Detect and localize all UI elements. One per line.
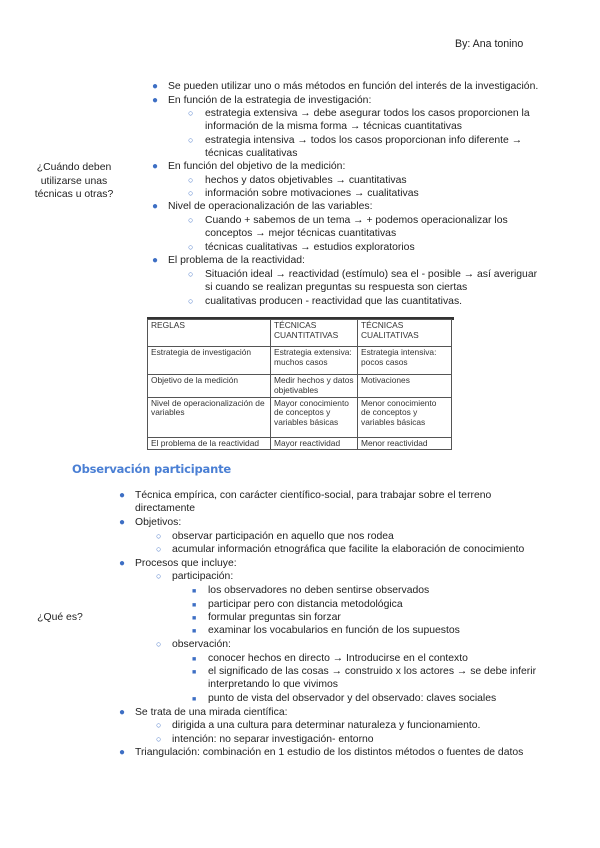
list-item [192,652,468,665]
list-item-text: información sobre motivaciones → cualitativas [205,188,419,199]
bullet-circle-icon: ○ [188,188,194,198]
bullet-circle-icon: ○ [156,639,162,649]
list-item [188,174,407,187]
bullet-square-icon: ■ [192,656,197,663]
list-item [188,107,530,120]
table-cell: Estrategia intensiva: pocos casos [358,347,452,375]
list-item-text: Objetivos: [135,517,182,528]
list-item-text: participación: [172,571,234,582]
list-item-continuation: información de la misma forma → técnicas cuantitativas [205,121,462,132]
list-item [152,160,345,173]
bullet-dot-icon: ● [119,490,126,501]
bullet-dot-icon: ● [119,517,126,528]
list-item [192,598,403,611]
table-row [148,375,452,398]
list-item [192,611,341,624]
bullet-dot-icon: ● [152,255,159,266]
list-item [156,719,480,732]
bullet-circle-icon: ○ [156,571,162,581]
bullet-square-icon: ■ [192,588,197,595]
table-cell: Mayor reactividad [271,437,358,450]
table-row [148,347,452,375]
list-item [119,516,181,529]
list-item-text: Se trata de una mirada científica: [135,707,288,718]
list-item-continuation: técnicas cualitativas [205,148,298,159]
list-item [152,200,372,213]
list-item-text: estrategia extensiva → debe asegurar todos los casos proporcionen la [205,108,530,119]
table-cell: Mayor conocimiento de conceptos y variables básicas [271,397,358,437]
list-item-continuation: interpretando lo que vivimos [208,679,338,690]
list-item [152,254,305,267]
list-item-text: punto de vista del observador y del observado: claves sociales [208,693,497,704]
bullet-square-icon: ■ [192,669,197,676]
list-item [119,557,237,570]
list-item-text: observar participación en aquello que nos rodea [172,531,394,542]
bullet-dot-icon: ● [152,95,159,106]
table-cell: Estrategia extensiva: muchos casos [271,347,358,375]
list-item-continuation: si cuando se realizan preguntas su respuesta son ciertas [205,282,468,293]
list-item-text: En función del objetivo de la medición: [168,161,346,172]
side-question-cuando: ¿Cuándo deben utilizarse unas técnicas u otras? [34,162,114,200]
list-item-text: Técnica empírica, con carácter científico-social, para trabajar sobre el terreno [135,490,492,501]
list-item-text: hechos y datos objetivables → cuantitativas [205,175,407,186]
bullet-dot-icon: ● [152,201,159,212]
list-item-text: Cuando + sabemos de un tema → + podemos operacionalizar los [205,215,508,226]
list-item-text: dirigida a una cultura para determinar naturaleza y funcionamiento. [172,720,481,731]
list-item-text: técnicas cualitativas → estudios exploratorios [205,242,415,253]
bullet-dot-icon: ● [152,161,159,172]
list-item [119,706,287,719]
list-item-text: examinar los vocabularios en función de los supuestos [208,625,460,636]
list-item-text: estrategia intensiva → todos los casos proporcionan info diferente → [205,135,523,146]
list-item-text: intención: no separar investigación- entorno [172,734,374,745]
list-item [156,570,233,583]
list-item [188,268,537,281]
table-header-cell: TÉCNICAS CUALITATIVAS [358,320,452,347]
list-item-continuation: directamente [135,503,196,514]
bullet-circle-icon: ○ [188,215,194,225]
list-item [152,94,371,107]
list-item [192,624,460,637]
list-item [192,665,536,678]
list-item [188,295,462,308]
bullet-circle-icon: ○ [188,175,194,185]
list-item [119,489,491,502]
list-item [156,733,374,746]
list-item [156,530,394,543]
list-item [192,692,496,705]
list-item-text: El problema de la reactividad: [168,255,305,266]
list-item-text: cualitativas producen - reactividad que las cuantitativas. [205,296,463,307]
bullet-dot-icon: ● [152,81,159,92]
bullet-circle-icon: ○ [188,242,194,252]
bullet-circle-icon: ○ [188,135,194,145]
section-heading: Observación participante [72,462,231,476]
bullet-square-icon: ■ [192,628,197,635]
table-header-cell: REGLAS [148,320,271,347]
comparison-table [147,319,452,450]
bullet-circle-icon: ○ [156,544,162,554]
bullet-square-icon: ■ [192,615,197,622]
bullet-dot-icon: ● [119,558,126,569]
list-item-text: el significado de las cosas → construido x los actores → se debe inferir [208,666,537,677]
list-item-text: Procesos que incluye: [135,558,237,569]
table-row [148,397,452,437]
list-item-text: participar pero con distancia metodológica [208,599,403,610]
table-row [148,437,452,450]
list-item [188,214,508,227]
bullet-circle-icon: ○ [188,108,194,118]
table-cell: Motivaciones [358,375,452,398]
list-item [188,241,415,254]
bullet-circle-icon: ○ [188,296,194,306]
table-header-cell: TÉCNICAS CUANTITATIVAS [271,320,358,347]
list-item-text: Se pueden utilizar uno o más métodos en función del interés de la investigación. [168,81,539,92]
bullet-square-icon: ■ [192,696,197,703]
list-item [188,187,419,200]
bullet-circle-icon: ○ [156,531,162,541]
bullet-circle-icon: ○ [156,734,162,744]
table-header-row [148,320,452,347]
table-cell: El problema de la reactividad [148,437,271,450]
list-item-text: acumular información etnográfica que facilite la elaboración de conocimiento [172,544,525,555]
list-item [119,746,523,759]
list-item-text: formular preguntas sin forzar [208,612,341,623]
list-item-text: conocer hechos en directo → Introducirse en el contexto [208,653,468,664]
side-question-que-es: ¿Qué es? [37,612,83,623]
list-item [152,80,538,93]
list-item-text: observación: [172,639,231,650]
bullet-dot-icon: ● [119,707,126,718]
bullet-circle-icon: ○ [156,720,162,730]
list-item [192,584,429,597]
table-cell: Objetivo de la medición [148,375,271,398]
list-item [156,543,524,556]
table-cell: Menor conocimiento de conceptos y variables básicas [358,397,452,437]
table-cell: Menor reactividad [358,437,452,450]
list-item [156,638,231,651]
bullet-circle-icon: ○ [188,269,194,279]
bullet-square-icon: ■ [192,602,197,609]
list-item-text: En función de la estrategia de investigación: [168,95,372,106]
list-item-text: los observadores no deben sentirse observados [208,585,430,596]
author-credit: By: Ana tonino [455,38,524,50]
bullet-dot-icon: ● [119,747,126,758]
table-cell: Medir hechos y datos objetivables [271,375,358,398]
list-item-text: Situación ideal → reactividad (estímulo) sea el - posible → así averiguar [205,269,538,280]
list-item [188,134,522,147]
list-item-text: Triangulación: combinación en 1 estudio de los distintos métodos o fuentes de datos [135,747,524,758]
list-item-continuation: conceptos → mejor técnicas cuantitativas [205,228,397,239]
list-item-text: Nivel de operacionalización de las variables: [168,201,373,212]
table-cell: Nivel de operacionalización de variables [148,397,271,437]
table-cell: Estrategia de investigación [148,347,271,375]
